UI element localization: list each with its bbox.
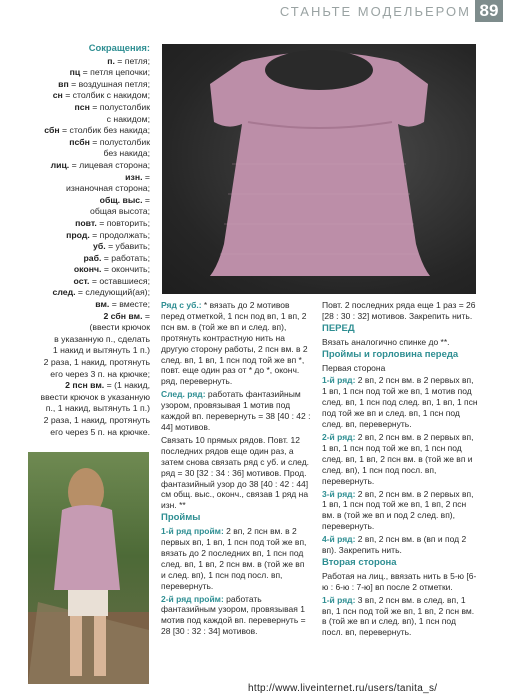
abbreviation-term: сн	[52, 90, 63, 101]
instruction-paragraph	[161, 389, 311, 433]
abbreviation-term: 2 псн вм.	[65, 380, 105, 391]
row-text: 3 вп, 2 псн вм. в след. вп, 1 вп, 1 псн под той же вп, 1 вп, 2 псн вм. в (той же вп и след. вп), 1 псн под посл. вп, перевернуть.	[322, 594, 475, 638]
abbreviations-list	[6, 56, 150, 439]
abbreviation-line	[6, 253, 150, 265]
abbreviation-line: его через 5 п. на крючке.	[50, 426, 150, 437]
abbreviation-definition: = воздушная петля;	[68, 78, 150, 89]
row-text: * вязать до 2 мотивов перед отметкой, 1 псн под вп, 1 вп, 2 псн вм. в (той же вп и след. вп), протянуть контрастную нить на другую сторону работы, 2 псн вм. в 2 след. вп, 1 вп, 1 псн под той же вп *, повт. еще один раз от * до *, оконч. ряд, перевернуть.	[161, 300, 308, 387]
row-label: 1-й ряд:	[322, 594, 356, 605]
abbreviation-term: повт.	[75, 217, 97, 228]
row-text: Первая сторона	[322, 362, 386, 373]
abbreviation-line	[6, 67, 150, 79]
abbreviation-line	[6, 172, 150, 184]
abbreviation-line: 2 раза, 1 накид, протянуть	[43, 415, 150, 425]
abbreviation-term: прод.	[66, 229, 90, 240]
abbreviation-definition: = столбик без накида;	[59, 125, 150, 136]
abbreviation-definition: = столбик с накидом;	[62, 90, 150, 101]
instruction-paragraph	[322, 375, 478, 430]
section-heading: Проймы	[161, 512, 201, 524]
product-photo-tunic	[162, 44, 476, 294]
row-label: Ряд с уб.:	[161, 300, 202, 310]
abbreviation-definition: =	[142, 310, 150, 321]
abbreviation-line: 2 раза, 1 накид, протянуть	[43, 357, 150, 368]
model-photo	[28, 452, 149, 684]
abbreviation-line: общая высота;	[90, 206, 150, 217]
abbreviation-term: псн	[74, 101, 90, 112]
abbreviation-line	[6, 56, 150, 68]
abbreviation-definition: = (1 накид,	[104, 380, 150, 391]
abbreviation-line	[6, 195, 150, 207]
abbreviation-line: с накидом;	[106, 113, 150, 124]
footer-url[interactable]: http://www.liveinternet.ru/users/tanita_s/	[248, 683, 438, 694]
abbreviation-definition: = петля;	[114, 55, 150, 66]
row-label: След. ряд:	[161, 389, 206, 400]
row-text: Вязать аналогично спинке до **.	[322, 336, 450, 347]
abbreviation-line: (ввести крючок	[89, 322, 150, 333]
abbreviation-definition: = петля цепочки;	[80, 67, 150, 78]
row-text: Повт. 2 последних ряда еще 1 раз = 26 [28 : 30 : 32] мотивов. Закрепить нить.	[322, 300, 476, 321]
section-heading: Проймы и горловина переда	[322, 348, 459, 360]
abbreviation-definition: = лицевая сторона;	[69, 159, 150, 170]
abbreviations-panel	[6, 42, 150, 438]
instructions-column-middle	[161, 300, 311, 639]
abbreviation-term: раб.	[83, 252, 102, 263]
abbreviation-definition: = полустолбик	[89, 101, 150, 112]
abbreviation-line	[6, 311, 150, 323]
instruction-paragraph	[322, 534, 478, 556]
abbreviations-title: Сокращения:	[88, 42, 150, 53]
instruction-paragraph	[161, 594, 311, 638]
abbreviation-line	[6, 90, 150, 102]
instruction-paragraph	[161, 526, 311, 591]
abbreviation-line	[6, 79, 150, 91]
running-header: СТАНЬТЕ МОДЕЛЬЕРОМ	[279, 4, 471, 19]
instruction-paragraph	[322, 432, 478, 487]
abbreviation-line: изнаночная сторона;	[66, 183, 150, 194]
abbreviation-line	[6, 299, 150, 311]
instruction-paragraph	[322, 363, 478, 374]
row-label: 1-й ряд:	[322, 375, 356, 386]
abbreviation-term: ост.	[73, 275, 90, 286]
row-label: 3-й ряд:	[322, 488, 356, 499]
abbreviation-line	[6, 276, 150, 288]
abbreviation-term: след.	[52, 287, 76, 298]
abbreviation-term: уб.	[93, 241, 106, 252]
abbreviation-line	[6, 287, 150, 299]
abbreviation-line	[6, 380, 150, 392]
abbreviation-line: п., 1 накид, вытянуть 1 п.)	[45, 403, 150, 414]
abbreviation-definition: =	[142, 194, 150, 205]
instruction-paragraph	[322, 337, 478, 348]
abbreviation-definition: = оставшиеся;	[89, 275, 150, 286]
row-text: работать фантазийным узором, провязывая 1 мотив под каждой вп. перевернуть = 38 [40 : 42 : 44] мотивов.	[161, 389, 311, 432]
abbreviation-term: псбн	[69, 136, 90, 147]
row-text: Связать 10 прямых рядов. Повт. 12 последних рядов еще один раз, а затем снова связать ряд с уб. и след. ряд = 30 [32 : 34 : 36] мотивов. Прод. фантазийный узор до 38 [40 : 42 : 44] см общ. выс., оконч., связав 1 ряд на изн. **	[161, 434, 310, 511]
row-label: 2-й ряд:	[322, 431, 356, 442]
instruction-paragraph	[322, 571, 478, 593]
row-text: Работая на лиц., ввязать нить в 5-ю [6-ю : 6-ю : 7-ю] вп после 2 отметки.	[322, 570, 477, 592]
abbreviation-line	[6, 137, 150, 149]
abbreviation-term: пц	[69, 67, 81, 78]
row-text: 2 вп, 2 псн вм. в 2 первых вп, 1 вп, 1 псн под той же вп, 1 вп, 2 псн вм. в (той же вп и под 2 след. вп), перевернуть.	[322, 488, 474, 532]
abbreviation-term: сбн	[44, 125, 60, 136]
instruction-paragraph	[322, 595, 478, 639]
abbreviation-line: 1 накид и вытянуть 1 п.)	[52, 345, 150, 356]
row-text: 2 вп, 2 псн вм. в 2 первых вп, 1 вп, 1 псн под той же вп, 1 мотив под след. вп, 1 псн под след. вп, 1 вп, 1 псн под той же вп и след. вп, 1 псн под след. вп, перевернуть.	[322, 375, 478, 430]
abbreviation-term: изн.	[125, 171, 143, 182]
abbreviation-term: п.	[107, 55, 115, 66]
instruction-paragraph	[322, 489, 478, 533]
section-heading: Вторая сторона	[322, 556, 397, 568]
abbreviation-term: оконч.	[73, 264, 102, 275]
row-text: работать фантазийным узором, провязывая 1 мотив под каждой вп. перевернуть = 28 [30 : 32 : 34] мотивов.	[161, 593, 306, 637]
row-text: 2 вп, 2 псн вм. в 2 первых вп, 1 вп, 1 псн под той же вп, 1 псн под след. вп, 1 вп, 2 псн вм. в (той же вп и след. вп), 1 псн под посл. вп, перевернуть.	[322, 431, 474, 486]
abbreviation-line: его через 3 п. на крючке;	[50, 368, 150, 379]
abbreviation-term: общ. выс.	[99, 194, 143, 205]
row-text: 2 вп, 2 псн вм. в (вп и под 2 вп). Закрепить нить.	[322, 534, 467, 556]
abbreviation-term: лиц.	[50, 159, 70, 170]
abbreviation-line: без накида;	[103, 148, 150, 159]
abbreviation-definition: = работать;	[101, 252, 150, 263]
abbreviation-definition: = следующий(ая);	[75, 287, 150, 298]
row-label: 1-й ряд пройм:	[161, 526, 224, 537]
abbreviation-definition: = полустолбик	[89, 136, 150, 147]
row-text: 2 вп, 2 псн вм. в 2 первых вп, 1 вп, 1 псн под той же вп, вязать до 2 последних вп, 1 псн под след. вп, 1 вп, 2 псн вм. в (той же вп и след. вп), 1 псн под посл. вп, перевернуть.	[161, 526, 307, 591]
instruction-paragraph	[161, 300, 311, 387]
abbreviation-line	[6, 218, 150, 230]
abbreviation-line	[6, 264, 150, 276]
row-label: 4-й ряд:	[322, 534, 356, 545]
abbreviation-line	[6, 125, 150, 137]
section-heading: ПЕРЕД	[322, 322, 355, 334]
abbreviation-line: в указанную п., сделать	[54, 333, 150, 344]
abbreviation-definition: =	[142, 171, 150, 182]
abbreviation-line	[6, 160, 150, 172]
abbreviation-definition: = убавить;	[105, 241, 150, 252]
abbreviation-definition: = вместе;	[109, 299, 150, 310]
instruction-paragraph	[161, 435, 311, 511]
abbreviation-line: ввести крючок в указанную	[40, 391, 150, 402]
abbreviation-term: вп	[58, 78, 69, 89]
page-number: 89	[475, 0, 503, 22]
instruction-paragraph	[322, 300, 478, 322]
abbreviation-term: вм.	[95, 299, 110, 310]
abbreviation-definition: = повторить;	[96, 217, 150, 228]
abbreviation-line	[6, 241, 150, 253]
abbreviation-definition: = окончить;	[101, 264, 150, 275]
row-label: 2-й ряд пройм:	[161, 593, 224, 604]
abbreviation-definition: = продолжать;	[89, 229, 150, 240]
abbreviation-line	[6, 230, 150, 242]
abbreviation-line	[6, 102, 150, 114]
instructions-column-right	[322, 300, 478, 640]
abbreviation-term: 2 сбн вм.	[103, 310, 143, 321]
